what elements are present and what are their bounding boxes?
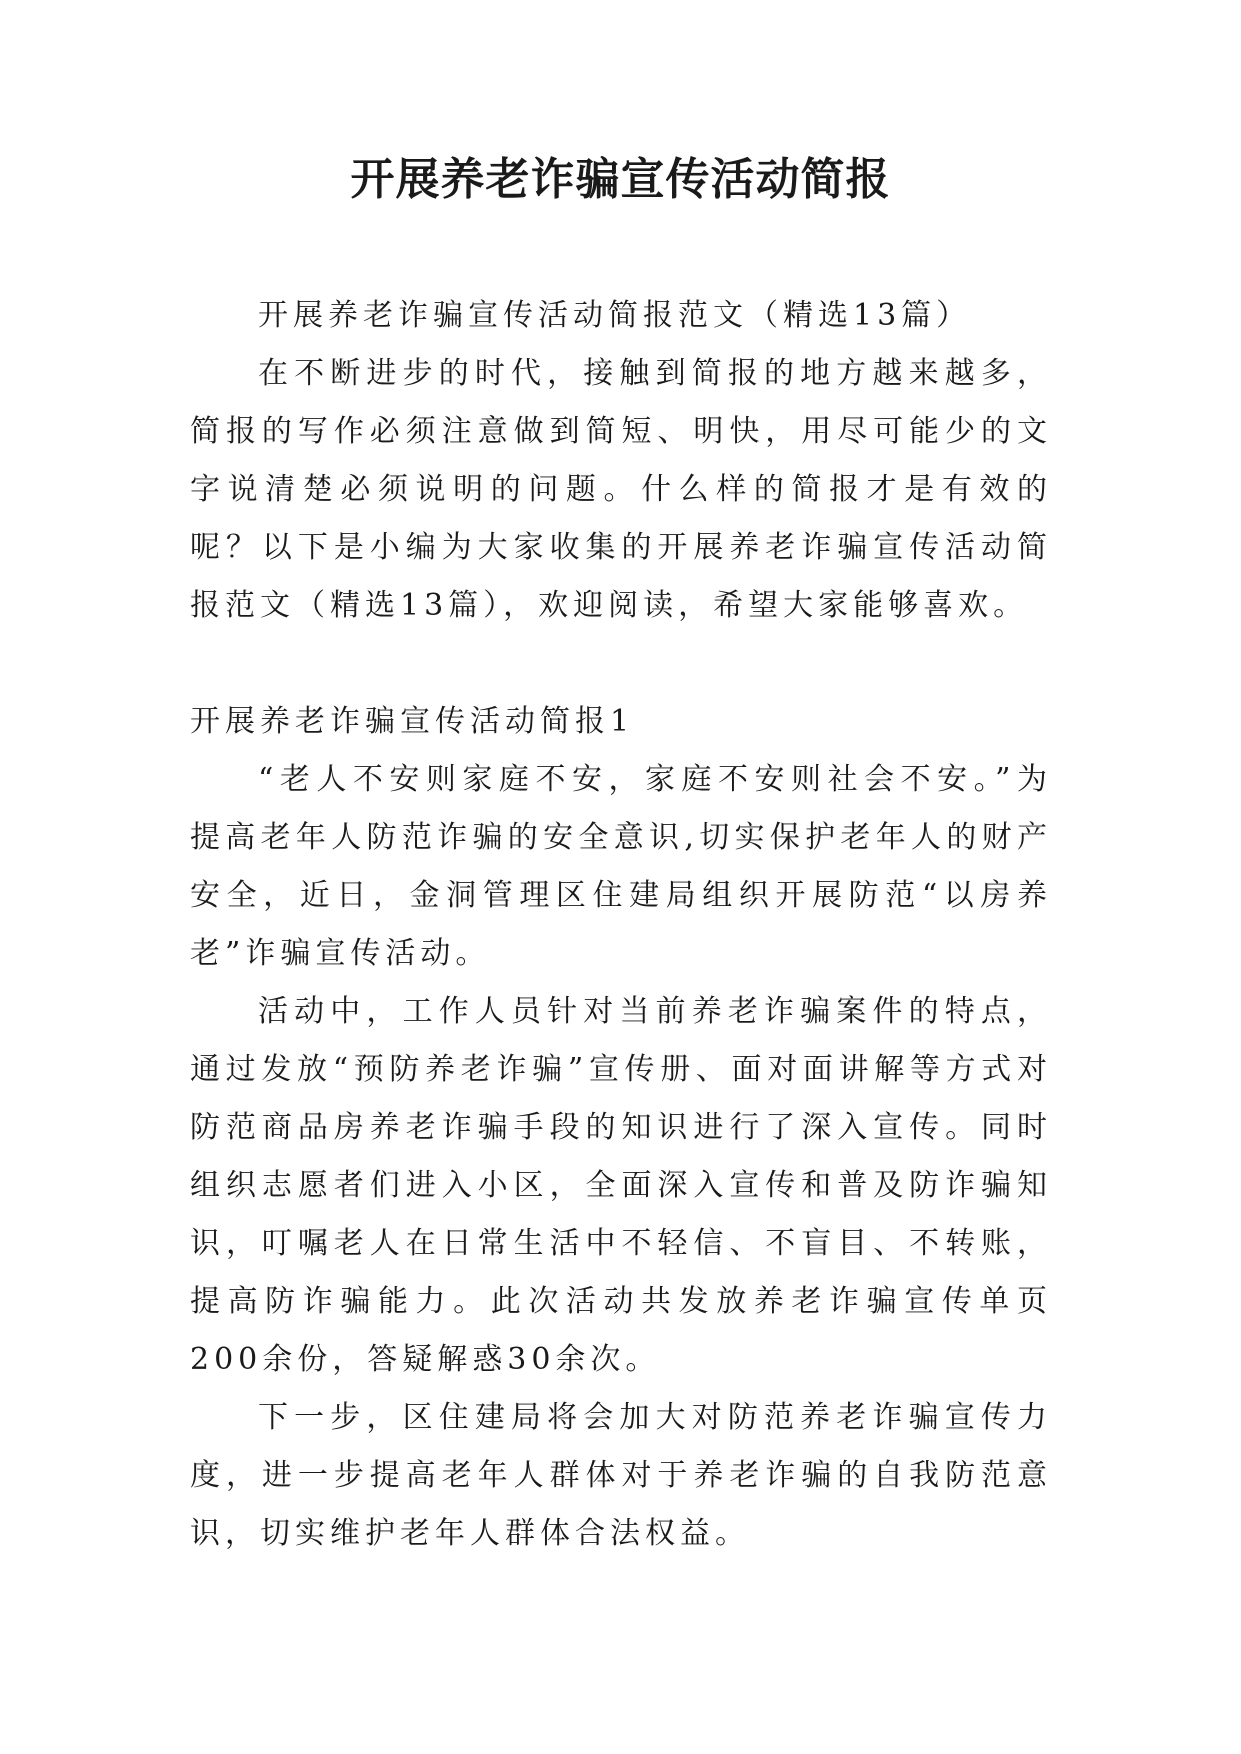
- intro-paragraph: 在不断进步的时代，接触到简报的地方越来越多，简报的写作必须注意做到简短、明快，用尽可能少的文字说清楚必须说明的问题。什么样的简报才是有效的呢？以下是小编为大家收集的开展养老诈骗宣传活动简报范文（精选13篇），欢迎阅读，希望大家能够喜欢。: [190, 356, 1052, 623]
- body-paragraph-3: 下一步，区住建局将会加大对防范养老诈骗宣传力度，进一步提高老年人群体对于养老诈骗的自我防范意识，切实维护老年人群体合法权益。: [190, 1400, 1052, 1551]
- body-paragraph-2: 活动中，工作人员针对当前养老诈骗案件的特点，通过发放“预防养老诈骗”宣传册、面对面讲解等方式对防范商品房养老诈骗手段的知识进行了深入宣传。同时组织志愿者们进入小区，全面深入宣传和普及防诈骗知识，叮嘱老人在日常生活中不轻信、不盲目、不转账，提高防诈骗能力。此次活动共发放养老诈骗宣传单页200余份，答疑解惑30余次。: [190, 994, 1052, 1377]
- document-title: 开展养老诈骗宣传活动简报: [350, 154, 891, 205]
- section-gap: [190, 635, 1052, 693]
- section-heading: 开展养老诈骗宣传活动简报1: [190, 704, 635, 739]
- document-subtitle: 开展养老诈骗宣传活动简报范文（精选13篇）: [258, 298, 972, 333]
- body-paragraph-1: “老人不安则家庭不安，家庭不安则社会不安。”为提高老年人防范诈骗的安全意识,切实保护老年人的财产安全，近日，金洞管理区住建局组织开展防范“以房养老”诈骗宣传活动。: [190, 762, 1052, 971]
- document-body: [190, 287, 1052, 1563]
